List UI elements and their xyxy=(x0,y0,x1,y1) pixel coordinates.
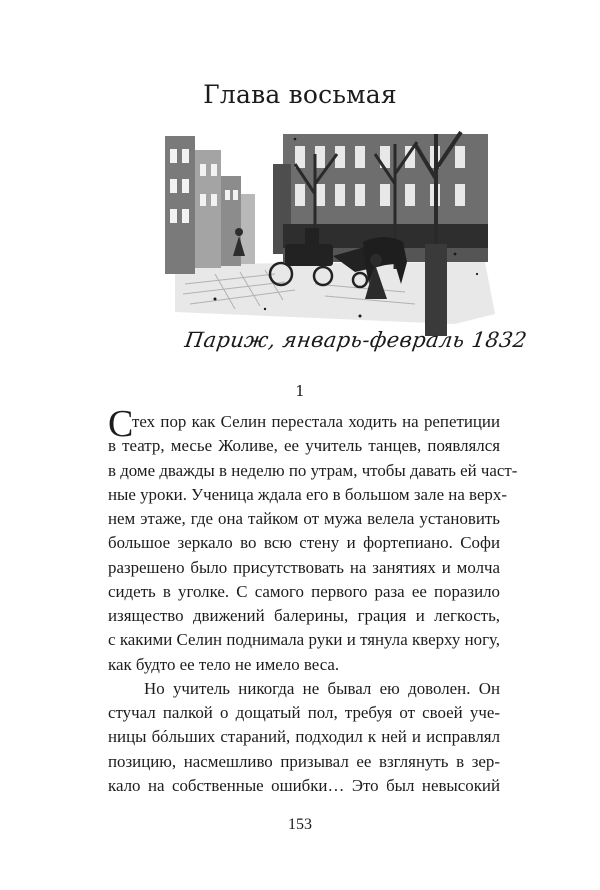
drop-cap-letter: С xyxy=(108,403,134,445)
text-line: нем этаже, где она тайком от мужа велела установить xyxy=(108,509,500,528)
text-line: разрешено было присутствовать на занятиях и молча xyxy=(108,557,500,577)
street-scene-illustration xyxy=(155,124,529,360)
text-line: в театр, месье Жоливе, ее учитель танцев, появлялся xyxy=(108,436,500,456)
text-line: в доме дважды в неделю по утрам, чтобы давать ей част- xyxy=(108,460,518,480)
text-line: позицию, насмешливо призывал ее взглянуть в зер- xyxy=(108,751,500,771)
text-line: ные уроки. Ученица ждала его в большом зале на верх- xyxy=(108,484,507,504)
illustration-caption: Париж, январь-февраль 1832 xyxy=(183,328,529,352)
text-line: стучал палкой о дощатый пол, требуя от своей уче- xyxy=(108,703,500,722)
section-number: 1 xyxy=(295,382,305,400)
text-line: сидеть в уголке. С самого первого раза ее поразило xyxy=(108,581,500,601)
text-line: большое зеркало во всю стену и фортепиано. Софи xyxy=(108,533,500,553)
text-line: тех пор как Селин перестала ходить на репетиции xyxy=(132,412,500,431)
page-number: 153 xyxy=(288,816,312,833)
text-line: ницы бóльших стараний, подходил к ней и исправлял xyxy=(108,727,500,747)
text-line: кало на собственные ошибки… Это был невысокий xyxy=(108,775,500,795)
text-line: с какими Селин поднимала руки и тянула кверху ногу, xyxy=(108,630,500,650)
text-line: Но учитель никогда не бывал ею доволен. Он xyxy=(144,678,500,698)
chapter-title: Глава восьмая xyxy=(203,80,397,109)
text-line: как будто ее тело не имело веса. xyxy=(108,654,340,674)
body-text xyxy=(108,410,518,798)
text-line: изящество движений балерины, грация и легкость, xyxy=(108,606,500,625)
